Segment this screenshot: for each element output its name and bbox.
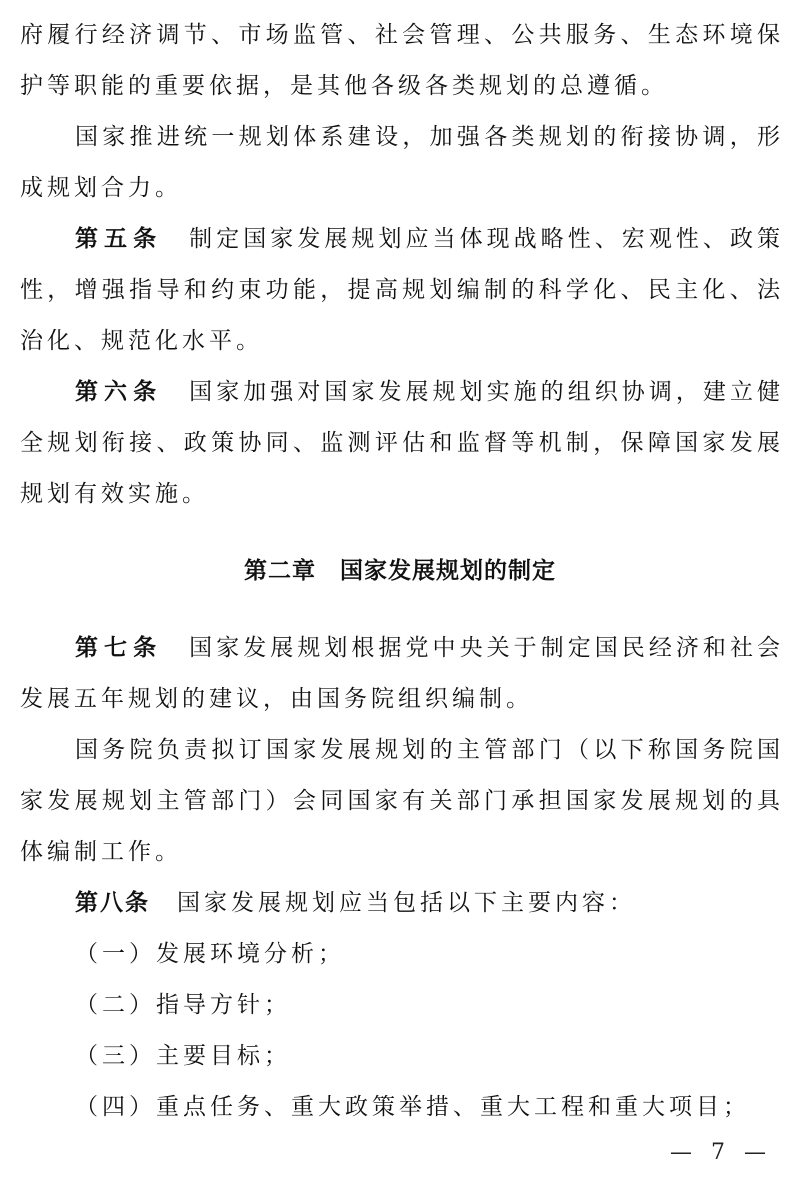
article-label: 第八条 <box>75 890 150 916</box>
line-text: 国家发展规划应当包括以下主要内容： <box>150 890 636 916</box>
page-number: — 7 — <box>670 1140 772 1165</box>
text-line <box>20 1031 780 1082</box>
line-text: 家发展规划主管部门）会同国家有关部门承担国家发展规划的具 <box>20 788 780 814</box>
line-text: （二）指导方针； <box>75 992 291 1018</box>
text-line <box>20 214 780 265</box>
text-line <box>20 10 780 61</box>
article-label: 第五条 <box>75 226 163 252</box>
text-line <box>20 674 780 725</box>
text-line <box>20 316 780 367</box>
line-text: 发展五年规划的建议，由国务院组织编制。 <box>20 686 533 712</box>
line-text: 规划有效实施。 <box>20 481 209 507</box>
line-text: 全规划衔接、政策协同、监测评估和监督等机制，保障国家发展 <box>20 430 780 456</box>
text-line <box>20 367 780 418</box>
text-block-chapter-two <box>20 623 780 1133</box>
text-line <box>20 776 780 827</box>
article-label: 第七条 <box>75 635 163 661</box>
line-text: （四）重点任务、重大政策举措、重大工程和重大项目； <box>75 1094 750 1120</box>
line-text: 国家发展规划根据党中央关于制定国民经济和社会 <box>162 635 781 661</box>
text-line <box>20 265 780 316</box>
line-text: 国务院负责拟订国家发展规划的主管部门（以下称国务院国 <box>75 737 780 763</box>
line-text: 国家推进统一规划体系建设，加强各类规划的衔接协调，形 <box>75 124 780 150</box>
text-line <box>20 1082 780 1133</box>
text-line <box>20 469 780 520</box>
line-text: （一）发展环境分析； <box>75 941 345 967</box>
document-body <box>20 10 780 1133</box>
line-text: 制定国家发展规划应当体现战略性、宏观性、政策 <box>162 226 781 252</box>
text-line <box>20 61 780 112</box>
line-text: 治化、规范化水平。 <box>20 328 263 354</box>
text-line <box>20 418 780 469</box>
line-text: 成规划合力。 <box>20 175 182 201</box>
line-text: 体编制工作。 <box>20 839 182 865</box>
text-line <box>20 725 780 776</box>
chapter-heading: 第二章 国家发展规划的制定 <box>244 558 556 584</box>
line-text: （三）主要目标； <box>75 1043 291 1069</box>
text-block-chapter-one <box>20 10 780 520</box>
text-line <box>20 112 780 163</box>
article-label: 第六条 <box>75 379 163 405</box>
line-text: 国家加强对国家发展规划实施的组织协调，建立健 <box>162 379 781 405</box>
text-line <box>20 827 780 878</box>
line-text: 府履行经济调节、市场监管、社会管理、公共服务、生态环境保 <box>20 22 780 48</box>
text-line <box>20 878 780 929</box>
text-line <box>20 980 780 1031</box>
text-line <box>20 623 780 674</box>
line-text: 性，增强指导和约束功能，提高规划编制的科学化、民主化、法 <box>20 277 780 303</box>
line-text: 护等职能的重要依据，是其他各级各类规划的总遵循。 <box>20 73 668 99</box>
text-line <box>20 163 780 214</box>
text-line <box>20 929 780 980</box>
